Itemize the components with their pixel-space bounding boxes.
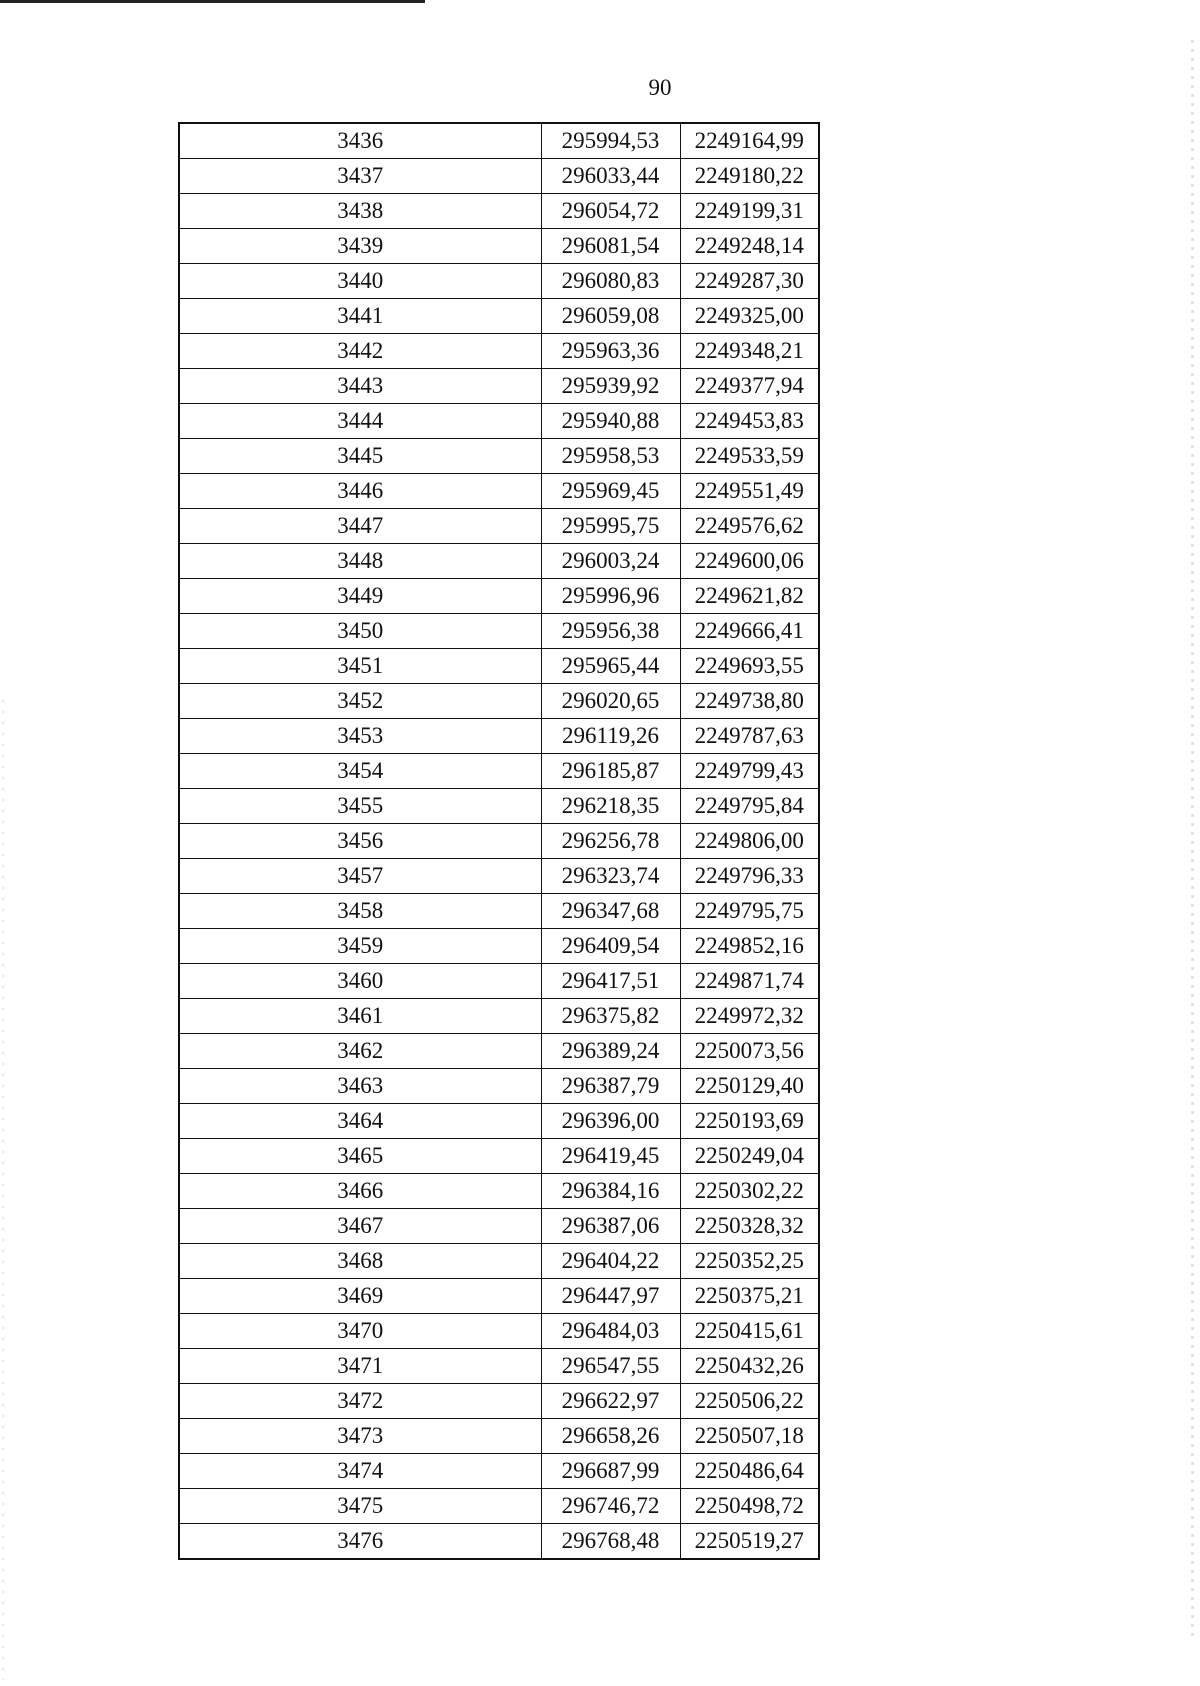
point-number-cell: 3442	[179, 334, 541, 369]
point-number-cell: 3438	[179, 194, 541, 229]
y-coordinate-cell: 2249348,21	[680, 334, 819, 369]
y-coordinate-cell: 2250352,25	[680, 1244, 819, 1279]
point-number-cell: 3457	[179, 859, 541, 894]
table-row	[179, 1419, 819, 1454]
point-number-cell: 3473	[179, 1419, 541, 1454]
x-coordinate-cell: 296003,24	[541, 544, 680, 579]
point-number-cell: 3475	[179, 1489, 541, 1524]
table-row	[179, 544, 819, 579]
point-number-cell: 3449	[179, 579, 541, 614]
x-coordinate-cell: 296746,72	[541, 1489, 680, 1524]
y-coordinate-cell: 2249693,55	[680, 649, 819, 684]
table-row	[179, 754, 819, 789]
point-number-cell: 3465	[179, 1139, 541, 1174]
point-number-cell: 3476	[179, 1524, 541, 1560]
y-coordinate-cell: 2250486,64	[680, 1454, 819, 1489]
y-coordinate-cell: 2249621,82	[680, 579, 819, 614]
x-coordinate-cell: 296033,44	[541, 159, 680, 194]
x-coordinate-cell: 296419,45	[541, 1139, 680, 1174]
table-row	[179, 334, 819, 369]
point-number-cell: 3437	[179, 159, 541, 194]
y-coordinate-cell: 2249799,43	[680, 754, 819, 789]
table-row	[179, 859, 819, 894]
x-coordinate-cell: 296387,79	[541, 1069, 680, 1104]
x-coordinate-cell: 295963,36	[541, 334, 680, 369]
point-number-cell: 3451	[179, 649, 541, 684]
y-coordinate-cell: 2250506,22	[680, 1384, 819, 1419]
table-row	[179, 1244, 819, 1279]
point-number-cell: 3455	[179, 789, 541, 824]
point-number-cell: 3453	[179, 719, 541, 754]
y-coordinate-cell: 2249796,33	[680, 859, 819, 894]
table-row	[179, 1209, 819, 1244]
point-number-cell: 3464	[179, 1104, 541, 1139]
x-coordinate-cell: 296547,55	[541, 1349, 680, 1384]
x-coordinate-cell: 296389,24	[541, 1034, 680, 1069]
table-row	[179, 369, 819, 404]
point-number-cell: 3445	[179, 439, 541, 474]
y-coordinate-cell: 2250432,26	[680, 1349, 819, 1384]
x-coordinate-cell: 296323,74	[541, 859, 680, 894]
x-coordinate-cell: 296409,54	[541, 929, 680, 964]
y-coordinate-cell: 2249180,22	[680, 159, 819, 194]
table-row	[179, 1069, 819, 1104]
top-rule	[0, 0, 425, 3]
point-number-cell: 3439	[179, 229, 541, 264]
table-row	[179, 1384, 819, 1419]
table-row	[179, 719, 819, 754]
point-number-cell: 3447	[179, 509, 541, 544]
y-coordinate-cell: 2249795,84	[680, 789, 819, 824]
table-row	[179, 1279, 819, 1314]
x-coordinate-cell: 295940,88	[541, 404, 680, 439]
y-coordinate-cell: 2250498,72	[680, 1489, 819, 1524]
y-coordinate-cell: 2250129,40	[680, 1069, 819, 1104]
y-coordinate-cell: 2250249,04	[680, 1139, 819, 1174]
x-coordinate-cell: 296384,16	[541, 1174, 680, 1209]
coordinates-table-body	[179, 123, 819, 1559]
point-number-cell: 3468	[179, 1244, 541, 1279]
x-coordinate-cell: 295956,38	[541, 614, 680, 649]
x-coordinate-cell: 296387,06	[541, 1209, 680, 1244]
y-coordinate-cell: 2249287,30	[680, 264, 819, 299]
point-number-cell: 3440	[179, 264, 541, 299]
point-number-cell: 3463	[179, 1069, 541, 1104]
point-number-cell: 3444	[179, 404, 541, 439]
point-number-cell: 3452	[179, 684, 541, 719]
scan-edge-right	[1191, 40, 1194, 1640]
x-coordinate-cell: 295939,92	[541, 369, 680, 404]
y-coordinate-cell: 2249576,62	[680, 509, 819, 544]
y-coordinate-cell: 2250375,21	[680, 1279, 819, 1314]
table-row	[179, 123, 819, 159]
y-coordinate-cell: 2249551,49	[680, 474, 819, 509]
table-row	[179, 1104, 819, 1139]
x-coordinate-cell: 296347,68	[541, 894, 680, 929]
table-row	[179, 1034, 819, 1069]
table-row	[179, 264, 819, 299]
table-row	[179, 894, 819, 929]
y-coordinate-cell: 2249164,99	[680, 123, 819, 159]
point-number-cell: 3459	[179, 929, 541, 964]
x-coordinate-cell: 296081,54	[541, 229, 680, 264]
table-row	[179, 929, 819, 964]
table-row	[179, 789, 819, 824]
point-number-cell: 3466	[179, 1174, 541, 1209]
table-row	[179, 299, 819, 334]
x-coordinate-cell: 296059,08	[541, 299, 680, 334]
y-coordinate-cell: 2249248,14	[680, 229, 819, 264]
y-coordinate-cell: 2249871,74	[680, 964, 819, 999]
x-coordinate-cell: 296020,65	[541, 684, 680, 719]
x-coordinate-cell: 296218,35	[541, 789, 680, 824]
point-number-cell: 3436	[179, 123, 541, 159]
x-coordinate-cell: 296396,00	[541, 1104, 680, 1139]
x-coordinate-cell: 295965,44	[541, 649, 680, 684]
x-coordinate-cell: 296375,82	[541, 999, 680, 1034]
table-row	[179, 1524, 819, 1560]
point-number-cell: 3462	[179, 1034, 541, 1069]
point-number-cell: 3450	[179, 614, 541, 649]
table-row	[179, 579, 819, 614]
page-number: 90	[648, 75, 672, 100]
table-row	[179, 1314, 819, 1349]
y-coordinate-cell: 2249787,63	[680, 719, 819, 754]
point-number-cell: 3441	[179, 299, 541, 334]
y-coordinate-cell: 2249600,06	[680, 544, 819, 579]
point-number-cell: 3469	[179, 1279, 541, 1314]
table-row	[179, 964, 819, 999]
x-coordinate-cell: 295994,53	[541, 123, 680, 159]
point-number-cell: 3446	[179, 474, 541, 509]
table-row	[179, 614, 819, 649]
y-coordinate-cell: 2250073,56	[680, 1034, 819, 1069]
y-coordinate-cell: 2249738,80	[680, 684, 819, 719]
y-coordinate-cell: 2249972,32	[680, 999, 819, 1034]
table-row	[179, 1174, 819, 1209]
point-number-cell: 3471	[179, 1349, 541, 1384]
point-number-cell: 3461	[179, 999, 541, 1034]
table-row	[179, 649, 819, 684]
x-coordinate-cell: 296687,99	[541, 1454, 680, 1489]
x-coordinate-cell: 296768,48	[541, 1524, 680, 1560]
point-number-cell: 3448	[179, 544, 541, 579]
y-coordinate-cell: 2249325,00	[680, 299, 819, 334]
x-coordinate-cell: 296417,51	[541, 964, 680, 999]
x-coordinate-cell: 296622,97	[541, 1384, 680, 1419]
x-coordinate-cell: 296484,03	[541, 1314, 680, 1349]
y-coordinate-cell: 2249199,31	[680, 194, 819, 229]
x-coordinate-cell: 296054,72	[541, 194, 680, 229]
x-coordinate-cell: 296447,97	[541, 1279, 680, 1314]
y-coordinate-cell: 2249795,75	[680, 894, 819, 929]
point-number-cell: 3474	[179, 1454, 541, 1489]
point-number-cell: 3472	[179, 1384, 541, 1419]
y-coordinate-cell: 2249666,41	[680, 614, 819, 649]
x-coordinate-cell: 296404,22	[541, 1244, 680, 1279]
table-row	[179, 999, 819, 1034]
table-row	[179, 1349, 819, 1384]
point-number-cell: 3467	[179, 1209, 541, 1244]
table-row	[179, 404, 819, 439]
x-coordinate-cell: 296256,78	[541, 824, 680, 859]
point-number-cell: 3454	[179, 754, 541, 789]
table-row	[179, 159, 819, 194]
x-coordinate-cell: 296080,83	[541, 264, 680, 299]
table-row	[179, 509, 819, 544]
y-coordinate-cell: 2249377,94	[680, 369, 819, 404]
table-row	[179, 1489, 819, 1524]
table-row	[179, 474, 819, 509]
point-number-cell: 3443	[179, 369, 541, 404]
table-row	[179, 1139, 819, 1174]
point-number-cell: 3456	[179, 824, 541, 859]
table-row	[179, 1454, 819, 1489]
x-coordinate-cell: 295958,53	[541, 439, 680, 474]
y-coordinate-cell: 2250302,22	[680, 1174, 819, 1209]
x-coordinate-cell: 296119,26	[541, 719, 680, 754]
scan-edge-left	[2, 700, 4, 1680]
table-row	[179, 194, 819, 229]
y-coordinate-cell: 2250507,18	[680, 1419, 819, 1454]
y-coordinate-cell: 2250328,32	[680, 1209, 819, 1244]
x-coordinate-cell: 295996,96	[541, 579, 680, 614]
table-row	[179, 824, 819, 859]
y-coordinate-cell: 2249852,16	[680, 929, 819, 964]
coordinates-table	[178, 122, 820, 1560]
x-coordinate-cell: 296658,26	[541, 1419, 680, 1454]
y-coordinate-cell: 2249453,83	[680, 404, 819, 439]
table-row	[179, 439, 819, 474]
y-coordinate-cell: 2250519,27	[680, 1524, 819, 1560]
table-row	[179, 229, 819, 264]
y-coordinate-cell: 2250193,69	[680, 1104, 819, 1139]
x-coordinate-cell: 295969,45	[541, 474, 680, 509]
y-coordinate-cell: 2249533,59	[680, 439, 819, 474]
x-coordinate-cell: 295995,75	[541, 509, 680, 544]
y-coordinate-cell: 2249806,00	[680, 824, 819, 859]
table-row	[179, 684, 819, 719]
x-coordinate-cell: 296185,87	[541, 754, 680, 789]
point-number-cell: 3470	[179, 1314, 541, 1349]
y-coordinate-cell: 2250415,61	[680, 1314, 819, 1349]
point-number-cell: 3460	[179, 964, 541, 999]
point-number-cell: 3458	[179, 894, 541, 929]
